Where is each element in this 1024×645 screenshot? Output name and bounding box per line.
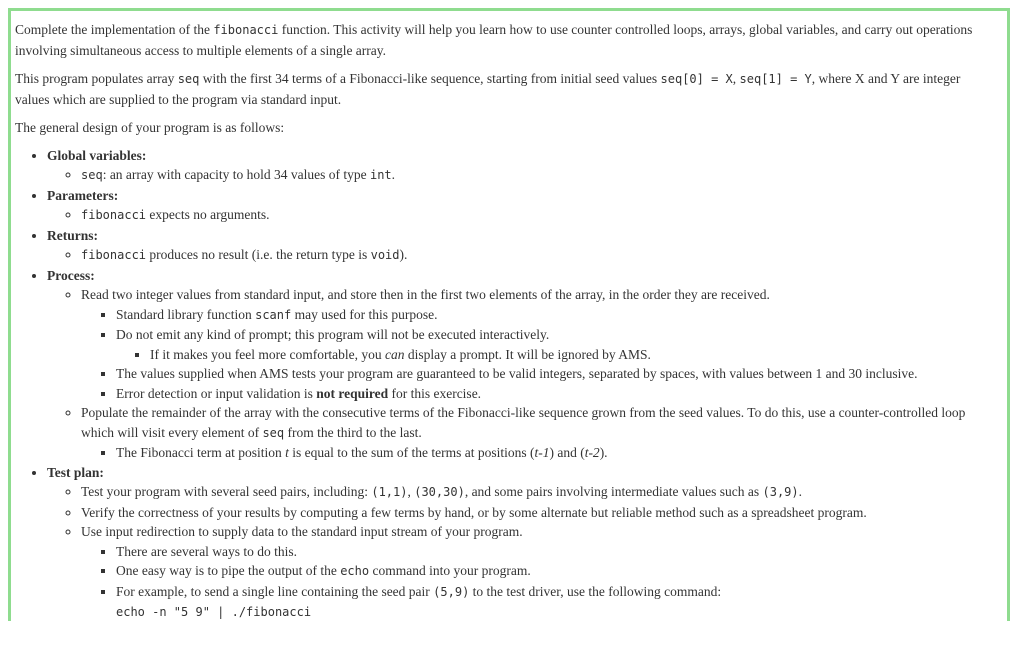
list-item-params	[47, 186, 997, 226]
code-seed: (3,9)	[762, 485, 799, 499]
code-scanf: scanf	[255, 307, 292, 322]
code-fibonacci: fibonacci	[81, 248, 147, 262]
populate-paragraph	[15, 69, 997, 109]
code-seq0: seq[0] = X	[660, 72, 733, 86]
list-item	[81, 482, 997, 503]
item-text: .	[391, 167, 396, 182]
intro-text-2: function. This activity will help you learn how to use counter controlled loops, arrays, global variables, and carry out operations involving simultaneous access to multiple elements of a single array.	[15, 22, 973, 58]
list-item	[81, 205, 997, 226]
list-item	[116, 325, 997, 364]
code-seq: seq	[262, 425, 285, 440]
item-text: Read two integer values from standard input, and store then in the first two elements of the array, in the order they are received.	[81, 287, 770, 302]
item-text: Verify the correctness of your results by computing a few terms by hand, or by some alternate but reliable method such as a spreadsheet program.	[81, 504, 867, 520]
item-text: Test your program with several seed pairs, including:	[81, 484, 372, 499]
list-item	[116, 561, 997, 582]
code-seed: (1,1)	[371, 485, 408, 499]
item-text: , and some pairs involving intermediate values such as	[464, 484, 763, 499]
heading-globals: Global variables:	[47, 147, 147, 163]
item-text: for this exercise.	[388, 385, 482, 401]
item-text: may used for this purpose.	[291, 306, 438, 322]
item-text: Do not emit any kind of prompt; this program will not be executed interactively.	[116, 327, 550, 342]
heading-process: Process:	[47, 267, 95, 283]
item-text: For example, to send a single line containing the seed pair	[116, 583, 434, 599]
list-item	[150, 345, 997, 365]
code-int: int	[369, 168, 392, 182]
item-text: expects no arguments.	[146, 207, 270, 222]
item-text: ,	[407, 484, 415, 499]
item-text: Use input redirection to supply data to the standard input stream of your program.	[81, 524, 523, 539]
intro-text: Complete the implementation of the	[15, 22, 214, 37]
item-text: One easy way is to pipe the output of the	[116, 563, 341, 578]
code-seq1: seq[1] = Y	[739, 72, 812, 86]
instructions-body	[15, 20, 997, 623]
item-text: There are several ways to do this.	[116, 543, 298, 559]
code-void: void	[370, 248, 400, 262]
item-text: : an array with capacity to hold 34 values of type	[102, 167, 370, 182]
code-fibonacci: fibonacci	[81, 208, 147, 222]
list-item-test-plan	[47, 463, 997, 623]
design-list	[15, 146, 997, 623]
item-text: ).	[599, 445, 608, 460]
intro-paragraph	[15, 20, 997, 60]
list-item	[81, 165, 997, 186]
populate-text: This program populates array	[15, 71, 178, 86]
item-text: produces no result (i.e. the return type is	[146, 247, 371, 262]
code-seq: seq	[81, 168, 103, 182]
emphasis: t-1	[534, 445, 550, 460]
emphasis: t-2	[584, 445, 600, 460]
separator: ,	[732, 71, 740, 86]
list-item	[116, 542, 997, 562]
item-text: .	[798, 484, 802, 499]
list-item	[81, 245, 997, 266]
list-item	[116, 305, 997, 326]
command-example	[116, 602, 997, 623]
heading-returns: Returns:	[47, 227, 98, 243]
populate-text-2: with the first 34 terms of a Fibonacci-like sequence, starting from initial seed values	[199, 71, 661, 86]
list-item	[81, 522, 997, 623]
item-text: command into your program.	[369, 563, 531, 578]
list-item	[116, 582, 997, 623]
design-paragraph: The general design of your program is as follows:	[15, 120, 285, 135]
item-text: ).	[399, 247, 408, 262]
item-text: The Fibonacci term at position	[116, 445, 286, 460]
code-command: echo -n "5 9" | ./fibonacci	[116, 605, 312, 619]
list-item-globals	[47, 146, 997, 186]
list-item	[81, 285, 997, 403]
item-text: Error detection or input validation is	[116, 385, 317, 401]
list-item	[116, 384, 997, 404]
emphasis: t	[285, 445, 289, 460]
code-seq: seq	[177, 72, 200, 86]
strong-text: not required	[316, 385, 389, 401]
item-text: Standard library function	[116, 306, 256, 322]
item-text: is equal to the sum of the terms at positions (	[288, 445, 535, 460]
list-item	[116, 364, 997, 384]
item-text: to the test driver, use the following command:	[469, 583, 722, 599]
emphasis: can	[385, 346, 405, 362]
list-item	[116, 443, 997, 463]
code-fibonacci: fibonacci	[213, 23, 279, 37]
heading-test-plan: Test plan:	[47, 464, 104, 480]
heading-params: Parameters:	[47, 187, 119, 203]
code-echo: echo	[340, 564, 370, 578]
item-text: from the third to the last.	[284, 424, 422, 440]
list-item	[81, 403, 997, 463]
populate-text-3: , where X and Y are integer values which are supplied to the program via standard input.	[15, 71, 961, 107]
list-item	[81, 503, 997, 523]
item-text: display a prompt. It will be ignored by AMS.	[404, 346, 651, 362]
content-frame	[8, 8, 1010, 621]
item-text: ) and (	[549, 445, 585, 460]
code-seed: (30,30)	[414, 485, 465, 499]
list-item-process	[47, 266, 997, 463]
item-text: If it makes you feel more comfortable, you	[150, 346, 386, 362]
item-text: The values supplied when AMS tests your program are guaranteed to be valid integers, separated by spaces, with values between 1 and 30 inclusive.	[116, 366, 918, 381]
code-seed: (5,9)	[433, 584, 470, 599]
item-text: Populate the remainder of the array with the consecutive terms of the Fibonacci-like sequence grown from the seed values. To do this, use a counter-controlled loop which will visit every element of	[81, 405, 966, 440]
list-item-returns	[47, 226, 997, 266]
